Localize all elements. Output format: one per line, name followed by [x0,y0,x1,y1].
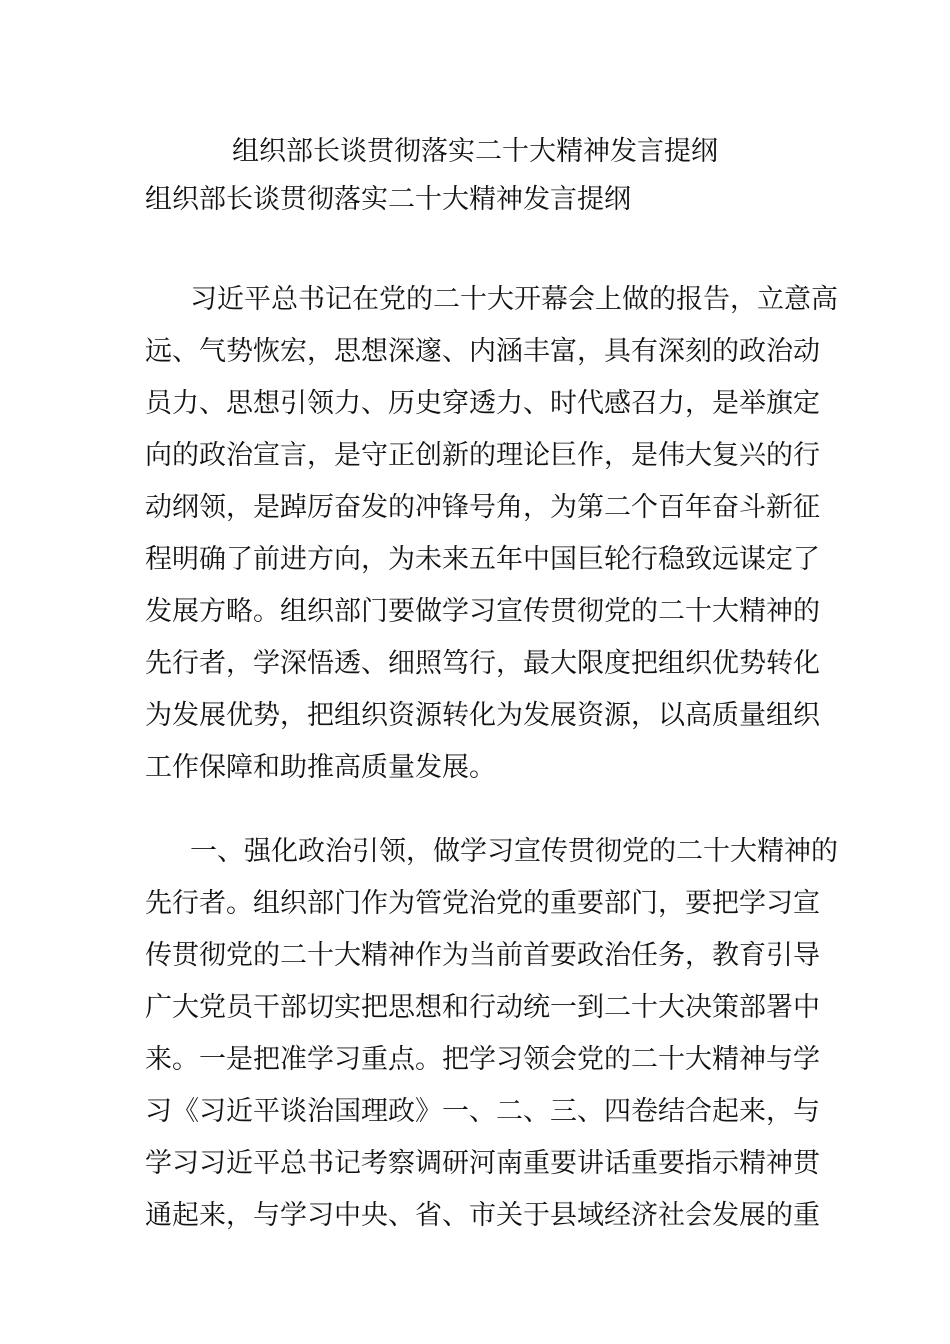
document-subtitle: 组织部长谈贯彻落实二十大精神发言提纲 [145,184,631,215]
paragraph-line: 发展方略。组织部门要做学习宣传贯彻党的二十大精神的 [145,596,820,627]
paragraph-line: 工作保障和助推高质量发展。 [145,752,496,783]
paragraph-line: 学习习近平总书记考察调研河南重要讲话重要指示精神贯 [145,1148,820,1179]
paragraph-line: 一、强化政治引领，做学习宣传贯彻党的二十大精神的 [190,836,838,867]
paragraph-line: 通起来，与学习中央、省、市关于县域经济社会发展的重 [145,1200,820,1231]
paragraph-line: 员力、思想引领力、历史穿透力、时代感召力，是举旗定 [145,388,820,419]
paragraph-line: 先行者，学深悟透、细照笃行，最大限度把组织优势转化 [145,648,820,679]
paragraph-line: 远、气势恢宏，思想深邃、内涵丰富，具有深刻的政治动 [145,336,820,367]
paragraph-line: 动纲领，是踔厉奋发的冲锋号角，为第二个百年奋斗新征 [145,492,820,523]
paragraph-line: 传贯彻党的二十大精神作为当前首要政治任务，教育引导 [145,940,820,971]
paragraph-line: 习《习近平谈治国理政》一、二、三、四卷结合起来，与 [145,1096,820,1127]
paragraph-line: 广大党员干部切实把思想和行动统一到二十大决策部署中 [145,992,820,1023]
paragraph-line: 向的政治宣言，是守正创新的理论巨作，是伟大复兴的行 [145,440,820,471]
paragraph-line: 习近平总书记在党的二十大开幕会上做的报告，立意高 [190,284,838,315]
paragraph-line: 来。一是把准学习重点。把学习领会党的二十大精神与学 [145,1044,820,1075]
paragraph-line: 为发展优势，把组织资源转化为发展资源，以高质量组织 [145,700,820,731]
document-title: 组织部长谈贯彻落实二十大精神发言提纲 [232,136,718,167]
paragraph-line: 先行者。组织部门作为管党治党的重要部门，要把学习宣 [145,888,820,919]
paragraph-line: 程明确了前进方向，为未来五年中国巨轮行稳致远谋定了 [145,544,820,575]
